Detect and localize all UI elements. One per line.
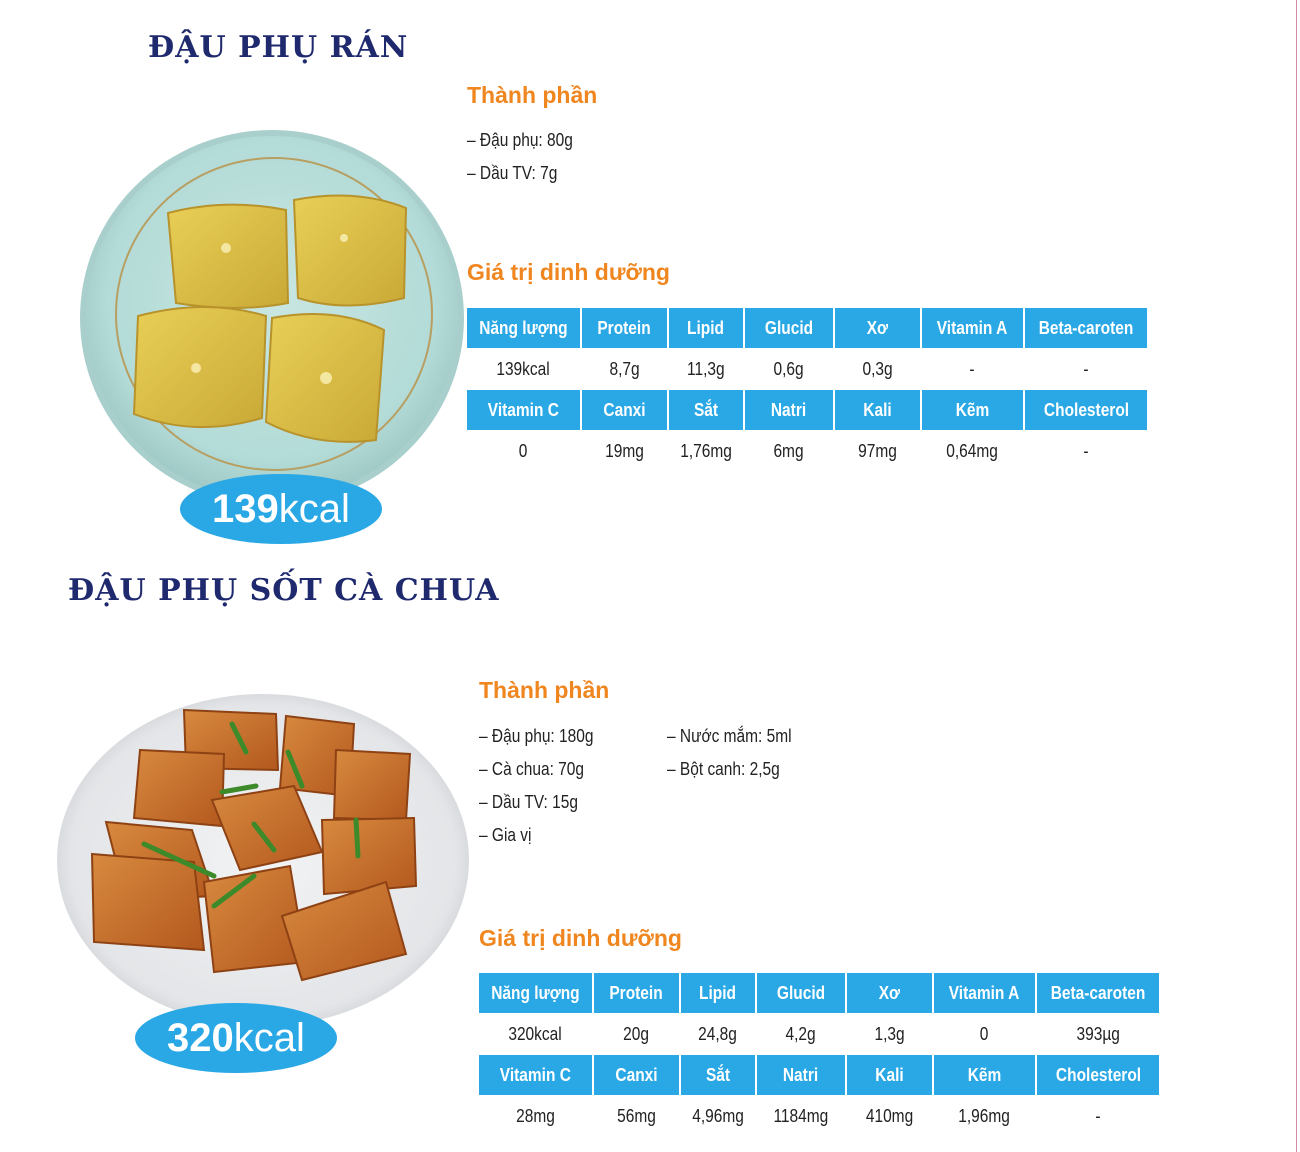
nutrient-header: Kali (847, 1055, 932, 1095)
nutrient-header: Protein (594, 973, 680, 1013)
nutrient-value: 4,96mg (692, 1105, 744, 1126)
ingredient-item: – Bột canh: 2,5g (667, 759, 780, 779)
nutrient-header: Năng lượng (479, 973, 592, 1013)
nutrient-header: Lipid (669, 308, 742, 348)
ingredient-item: – Cà chua: 70g (479, 759, 585, 779)
nutrient-value: 1,3g (874, 1023, 905, 1044)
nutrient-header: Vitamin A (934, 973, 1036, 1013)
nutrient-value: 8,7g (609, 358, 640, 379)
nutrient-header: Kali (835, 390, 920, 430)
kcal-value: 320 (167, 1015, 234, 1060)
nutrient-value: 410mg (865, 1105, 914, 1126)
nutrient-header: Vitamin A (922, 308, 1024, 348)
nutrition-header-row (467, 308, 1147, 348)
ingredient-item: – Dầu TV: 7g (467, 163, 558, 183)
nutrient-value: 0,3g (862, 358, 893, 379)
nutrient-value: - (1083, 358, 1089, 379)
kcal-unit: kcal (233, 1015, 305, 1060)
nutrient-value: 139kcal (496, 358, 551, 379)
nutrient-value: 6mg (773, 440, 804, 461)
ingredients-heading: Thành phần (467, 82, 598, 108)
dish-title: ĐẬU PHỤ SỐT CÀ CHUA (68, 573, 500, 608)
nutrient-header: Beta-caroten (1025, 308, 1147, 348)
nutrition-header-row (479, 1055, 1159, 1095)
nutrient-header: Canxi (594, 1055, 680, 1095)
nutrition-value-row (479, 1013, 1159, 1055)
ingredients-heading: Thành phần (479, 677, 610, 703)
nutrient-header: Vitamin C (479, 1055, 592, 1095)
nutrient-value: 1,76mg (680, 440, 732, 461)
nutrient-header: Beta-caroten (1037, 973, 1159, 1013)
calorie-badge (135, 1003, 337, 1073)
calorie-badge (180, 474, 382, 544)
nutrient-value: 1184mg (773, 1105, 829, 1126)
nutrition-table (465, 308, 1149, 472)
ingredient-item: – Đậu phụ: 180g (479, 726, 594, 746)
nutrient-value: 0 (980, 1023, 989, 1044)
nutrient-header: Canxi (582, 390, 668, 430)
nutrient-value: 28mg (515, 1105, 555, 1126)
nutrient-value: - (1083, 440, 1089, 461)
nutrient-header: Protein (582, 308, 668, 348)
nutrient-value: 0 (519, 440, 528, 461)
nutrient-header: Natri (745, 390, 834, 430)
ingredient-item: – Gia vị (479, 825, 532, 845)
nutrient-header: Natri (757, 1055, 846, 1095)
nutrition-value-row (467, 348, 1147, 390)
nutrient-header: Sắt (681, 1055, 754, 1095)
nutrition-header-row (479, 973, 1159, 1013)
nutrient-value: 56mg (617, 1105, 656, 1126)
nutrition-value-row (479, 1095, 1159, 1137)
nutrient-value: 97mg (858, 440, 897, 461)
nutrient-header: Cholesterol (1025, 390, 1147, 430)
kcal-unit: kcal (278, 486, 350, 531)
nutrient-header: Cholesterol (1037, 1055, 1159, 1095)
nutrient-value: 11,3g (687, 358, 725, 379)
nutrient-value: 19mg (605, 440, 644, 461)
nutrient-value: 0,64mg (946, 440, 999, 461)
ingredient-item: – Đậu phụ: 80g (467, 130, 573, 150)
nutrition-value-row (467, 430, 1147, 472)
nutrition-heading: Giá trị dinh dưỡng (467, 259, 670, 285)
nutrient-header: Xơ (847, 973, 932, 1013)
nutrient-value: - (969, 358, 976, 379)
nutrient-value: 320kcal (508, 1023, 563, 1044)
nutrient-header: Sắt (669, 390, 742, 430)
kcal-value: 139 (212, 486, 279, 531)
nutrient-header: Glucid (757, 973, 846, 1013)
nutrient-value: 20g (623, 1023, 650, 1044)
nutrient-header: Kẽm (934, 1055, 1036, 1095)
nutrient-header: Vitamin C (467, 390, 580, 430)
nutrition-header-row (467, 390, 1147, 430)
ingredient-item: – Dầu TV: 15g (479, 792, 578, 812)
nutrition-table (477, 973, 1161, 1137)
page-edge-line (1296, 0, 1297, 1152)
nutrient-value: 1,96mg (958, 1105, 1011, 1126)
nutrient-value: - (1095, 1105, 1101, 1126)
fried-tofu-photo (76, 118, 466, 523)
nutrient-value: 24,8g (698, 1023, 738, 1044)
nutrient-value: 0,6g (773, 358, 804, 379)
nutrient-header: Kẽm (922, 390, 1024, 430)
nutrient-header: Glucid (745, 308, 834, 348)
nutrient-value: 393µg (1076, 1023, 1120, 1044)
nutrient-value: 4,2g (785, 1023, 816, 1044)
nutrient-header: Lipid (681, 973, 754, 1013)
nutrition-heading: Giá trị dinh dưỡng (479, 925, 682, 951)
nutrient-header: Năng lượng (467, 308, 580, 348)
nutrient-header: Xơ (835, 308, 920, 348)
tofu-tomato-photo (54, 690, 472, 1047)
ingredient-item: – Nước mắm: 5ml (667, 726, 792, 746)
dish-title: ĐẬU PHỤ RÁN (148, 30, 409, 65)
